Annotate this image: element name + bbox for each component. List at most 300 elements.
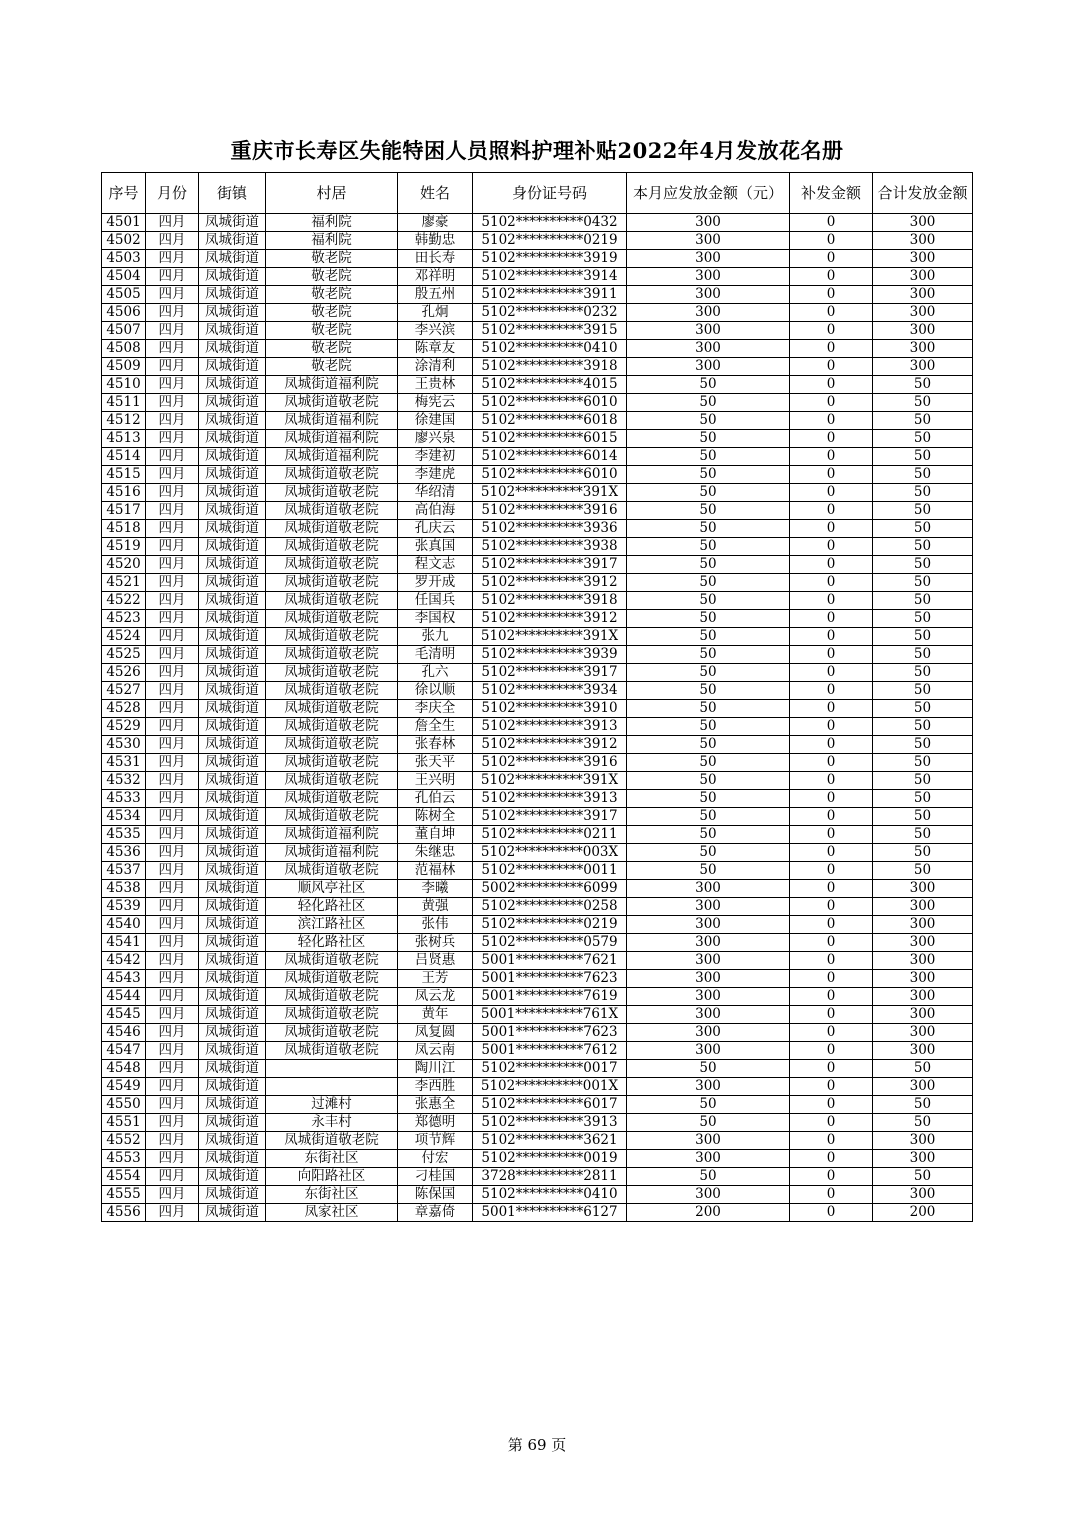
cell-serial: 4514 (102, 448, 146, 466)
table-row (102, 592, 973, 610)
cell-total: 200 (873, 1204, 973, 1222)
cell-serial: 4539 (102, 898, 146, 916)
cell-village (266, 1060, 398, 1078)
cell-street: 凤城街道 (199, 1150, 266, 1168)
cell-supplement: 0 (790, 466, 873, 484)
cell-id-number: 5001**********6127 (473, 1204, 627, 1222)
cell-name: 张伟 (398, 916, 473, 934)
cell-total: 50 (873, 628, 973, 646)
cell-street: 凤城街道 (199, 358, 266, 376)
cell-total: 300 (873, 214, 973, 232)
cell-id-number: 5102**********3917 (473, 556, 627, 574)
cell-street: 凤城街道 (199, 736, 266, 754)
roster-table (101, 172, 973, 1222)
cell-monthly-amount: 300 (627, 1006, 790, 1024)
cell-supplement: 0 (790, 790, 873, 808)
cell-supplement: 0 (790, 286, 873, 304)
cell-serial: 4508 (102, 340, 146, 358)
column-header-total: 合计发放金额 (873, 173, 973, 214)
cell-month: 四月 (146, 664, 199, 682)
cell-month: 四月 (146, 376, 199, 394)
column-header-serial: 序号 (102, 173, 146, 214)
cell-village: 凤城街道福利院 (266, 430, 398, 448)
cell-name: 黄年 (398, 1006, 473, 1024)
cell-name: 项节辉 (398, 1132, 473, 1150)
cell-village: 向阳路社区 (266, 1168, 398, 1186)
cell-total: 50 (873, 394, 973, 412)
cell-id-number: 5102**********3939 (473, 646, 627, 664)
cell-name: 张真国 (398, 538, 473, 556)
cell-street: 凤城街道 (199, 664, 266, 682)
table-row (102, 826, 973, 844)
cell-supplement: 0 (790, 250, 873, 268)
cell-serial: 4555 (102, 1186, 146, 1204)
table-row (102, 358, 973, 376)
cell-month: 四月 (146, 790, 199, 808)
cell-month: 四月 (146, 556, 199, 574)
cell-month: 四月 (146, 1114, 199, 1132)
cell-supplement: 0 (790, 646, 873, 664)
cell-id-number: 5102**********3934 (473, 682, 627, 700)
cell-supplement: 0 (790, 1042, 873, 1060)
cell-supplement: 0 (790, 1096, 873, 1114)
cell-name: 王芳 (398, 970, 473, 988)
cell-total: 300 (873, 934, 973, 952)
cell-monthly-amount: 200 (627, 1204, 790, 1222)
cell-supplement: 0 (790, 538, 873, 556)
cell-serial: 4544 (102, 988, 146, 1006)
cell-monthly-amount: 50 (627, 430, 790, 448)
cell-month: 四月 (146, 1006, 199, 1024)
cell-village: 轻化路社区 (266, 934, 398, 952)
cell-serial: 4504 (102, 268, 146, 286)
cell-serial: 4540 (102, 916, 146, 934)
cell-id-number: 5102**********3912 (473, 736, 627, 754)
table-row (102, 988, 973, 1006)
cell-id-number: 5102**********6014 (473, 448, 627, 466)
cell-monthly-amount: 300 (627, 322, 790, 340)
cell-street: 凤城街道 (199, 556, 266, 574)
cell-name: 李国权 (398, 610, 473, 628)
cell-street: 凤城街道 (199, 682, 266, 700)
cell-name: 程文志 (398, 556, 473, 574)
cell-village: 顺风亭社区 (266, 880, 398, 898)
cell-serial: 4529 (102, 718, 146, 736)
cell-supplement: 0 (790, 304, 873, 322)
column-header-monthly-amount: 本月应发放金额（元） (627, 173, 790, 214)
cell-supplement: 0 (790, 736, 873, 754)
cell-supplement: 0 (790, 754, 873, 772)
cell-street: 凤城街道 (199, 232, 266, 250)
cell-village: 滨江路社区 (266, 916, 398, 934)
cell-supplement: 0 (790, 448, 873, 466)
table-row (102, 1168, 973, 1186)
cell-id-number: 5102**********0219 (473, 232, 627, 250)
cell-serial: 4501 (102, 214, 146, 232)
cell-street: 凤城街道 (199, 268, 266, 286)
cell-name: 殷五州 (398, 286, 473, 304)
cell-supplement: 0 (790, 700, 873, 718)
cell-total: 300 (873, 880, 973, 898)
cell-village: 凤城街道福利院 (266, 412, 398, 430)
cell-supplement: 0 (790, 1186, 873, 1204)
cell-total: 50 (873, 1060, 973, 1078)
cell-month: 四月 (146, 1186, 199, 1204)
cell-monthly-amount: 50 (627, 826, 790, 844)
cell-month: 四月 (146, 988, 199, 1006)
cell-serial: 4556 (102, 1204, 146, 1222)
cell-id-number: 5102**********3917 (473, 664, 627, 682)
cell-total: 50 (873, 718, 973, 736)
cell-village: 凤城街道敬老院 (266, 664, 398, 682)
cell-id-number: 5102**********3916 (473, 502, 627, 520)
cell-total: 50 (873, 736, 973, 754)
cell-total: 300 (873, 232, 973, 250)
cell-monthly-amount: 50 (627, 808, 790, 826)
table-row (102, 574, 973, 592)
cell-total: 50 (873, 862, 973, 880)
table-header-row (102, 173, 973, 214)
cell-supplement: 0 (790, 412, 873, 430)
cell-village: 敬老院 (266, 340, 398, 358)
cell-village: 凤城街道敬老院 (266, 1132, 398, 1150)
cell-id-number: 5102**********3621 (473, 1132, 627, 1150)
cell-id-number: 5102**********6010 (473, 466, 627, 484)
cell-total: 50 (873, 808, 973, 826)
cell-id-number: 5102**********0211 (473, 826, 627, 844)
cell-total: 50 (873, 1114, 973, 1132)
table-row (102, 718, 973, 736)
cell-street: 凤城街道 (199, 430, 266, 448)
cell-serial: 4511 (102, 394, 146, 412)
cell-month: 四月 (146, 574, 199, 592)
cell-id-number: 5102**********3912 (473, 610, 627, 628)
cell-serial: 4524 (102, 628, 146, 646)
cell-id-number: 5102**********0019 (473, 1150, 627, 1168)
cell-serial: 4535 (102, 826, 146, 844)
cell-supplement: 0 (790, 340, 873, 358)
cell-id-number: 5102**********001X (473, 1078, 627, 1096)
cell-id-number: 5102**********0258 (473, 898, 627, 916)
cell-village: 凤城街道敬老院 (266, 1024, 398, 1042)
cell-month: 四月 (146, 736, 199, 754)
cell-street: 凤城街道 (199, 394, 266, 412)
cell-street: 凤城街道 (199, 790, 266, 808)
cell-total: 300 (873, 250, 973, 268)
cell-village: 凤城街道敬老院 (266, 538, 398, 556)
cell-id-number: 5102**********3917 (473, 808, 627, 826)
cell-village: 敬老院 (266, 322, 398, 340)
cell-monthly-amount: 300 (627, 1042, 790, 1060)
cell-monthly-amount: 50 (627, 790, 790, 808)
column-header-street: 街镇 (199, 173, 266, 214)
cell-village: 轻化路社区 (266, 898, 398, 916)
cell-street: 凤城街道 (199, 772, 266, 790)
cell-supplement: 0 (790, 916, 873, 934)
cell-village: 凤城街道敬老院 (266, 628, 398, 646)
cell-serial: 4538 (102, 880, 146, 898)
cell-supplement: 0 (790, 1078, 873, 1096)
table-row (102, 844, 973, 862)
cell-id-number: 5102**********3912 (473, 574, 627, 592)
cell-supplement: 0 (790, 358, 873, 376)
table-row (102, 628, 973, 646)
cell-supplement: 0 (790, 1060, 873, 1078)
cell-serial: 4546 (102, 1024, 146, 1042)
cell-name: 刁桂国 (398, 1168, 473, 1186)
cell-month: 四月 (146, 268, 199, 286)
table-row (102, 412, 973, 430)
cell-monthly-amount: 300 (627, 358, 790, 376)
cell-serial: 4536 (102, 844, 146, 862)
cell-street: 凤城街道 (199, 988, 266, 1006)
cell-village: 凤城街道敬老院 (266, 646, 398, 664)
table-row (102, 520, 973, 538)
cell-street: 凤城街道 (199, 376, 266, 394)
cell-monthly-amount: 50 (627, 592, 790, 610)
table-row (102, 430, 973, 448)
cell-id-number: 5102**********3914 (473, 268, 627, 286)
cell-serial: 4525 (102, 646, 146, 664)
cell-monthly-amount: 300 (627, 934, 790, 952)
cell-monthly-amount: 50 (627, 538, 790, 556)
cell-village: 凤城街道敬老院 (266, 790, 398, 808)
table-row (102, 556, 973, 574)
cell-serial: 4505 (102, 286, 146, 304)
cell-serial: 4510 (102, 376, 146, 394)
cell-id-number: 5102**********3938 (473, 538, 627, 556)
cell-serial: 4554 (102, 1168, 146, 1186)
cell-serial: 4549 (102, 1078, 146, 1096)
cell-village: 凤家社区 (266, 1204, 398, 1222)
cell-street: 凤城街道 (199, 898, 266, 916)
cell-supplement: 0 (790, 268, 873, 286)
table-row (102, 1006, 973, 1024)
cell-serial: 4522 (102, 592, 146, 610)
cell-street: 凤城街道 (199, 808, 266, 826)
cell-supplement: 0 (790, 214, 873, 232)
table-row (102, 808, 973, 826)
cell-total: 50 (873, 484, 973, 502)
cell-monthly-amount: 300 (627, 970, 790, 988)
cell-monthly-amount: 300 (627, 286, 790, 304)
cell-street: 凤城街道 (199, 1186, 266, 1204)
table-row (102, 970, 973, 988)
cell-village: 凤城街道敬老院 (266, 862, 398, 880)
cell-month: 四月 (146, 502, 199, 520)
cell-street: 凤城街道 (199, 484, 266, 502)
cell-month: 四月 (146, 484, 199, 502)
cell-serial: 4518 (102, 520, 146, 538)
cell-name: 廖兴泉 (398, 430, 473, 448)
cell-month: 四月 (146, 1132, 199, 1150)
cell-name: 付宏 (398, 1150, 473, 1168)
cell-month: 四月 (146, 412, 199, 430)
page-number: 第 69 页 (507, 1436, 567, 1454)
cell-serial: 4530 (102, 736, 146, 754)
cell-id-number: 5102**********3913 (473, 718, 627, 736)
table-row (102, 538, 973, 556)
cell-monthly-amount: 300 (627, 232, 790, 250)
cell-serial: 4516 (102, 484, 146, 502)
cell-total: 300 (873, 952, 973, 970)
cell-monthly-amount: 300 (627, 880, 790, 898)
table-row (102, 1204, 973, 1222)
cell-village: 凤城街道敬老院 (266, 1042, 398, 1060)
cell-street: 凤城街道 (199, 1096, 266, 1114)
cell-month: 四月 (146, 520, 199, 538)
cell-serial: 4542 (102, 952, 146, 970)
cell-month: 四月 (146, 718, 199, 736)
cell-supplement: 0 (790, 772, 873, 790)
cell-name: 李西胜 (398, 1078, 473, 1096)
cell-supplement: 0 (790, 862, 873, 880)
cell-village: 凤城街道敬老院 (266, 610, 398, 628)
cell-village: 永丰村 (266, 1114, 398, 1132)
cell-monthly-amount: 50 (627, 448, 790, 466)
cell-total: 300 (873, 322, 973, 340)
cell-month: 四月 (146, 1078, 199, 1096)
cell-name: 张惠全 (398, 1096, 473, 1114)
cell-total: 300 (873, 916, 973, 934)
cell-name: 郑德明 (398, 1114, 473, 1132)
cell-monthly-amount: 50 (627, 394, 790, 412)
cell-month: 四月 (146, 682, 199, 700)
cell-monthly-amount: 50 (627, 520, 790, 538)
cell-street: 凤城街道 (199, 1114, 266, 1132)
cell-month: 四月 (146, 898, 199, 916)
cell-village: 凤城街道敬老院 (266, 520, 398, 538)
cell-supplement: 0 (790, 934, 873, 952)
cell-monthly-amount: 50 (627, 484, 790, 502)
cell-name: 涂清利 (398, 358, 473, 376)
cell-serial: 4507 (102, 322, 146, 340)
cell-monthly-amount: 50 (627, 1060, 790, 1078)
cell-total: 50 (873, 664, 973, 682)
cell-street: 凤城街道 (199, 1042, 266, 1060)
cell-street: 凤城街道 (199, 448, 266, 466)
cell-supplement: 0 (790, 322, 873, 340)
cell-street: 凤城街道 (199, 286, 266, 304)
cell-supplement: 0 (790, 232, 873, 250)
cell-month: 四月 (146, 340, 199, 358)
cell-street: 凤城街道 (199, 214, 266, 232)
cell-supplement: 0 (790, 556, 873, 574)
cell-serial: 4541 (102, 934, 146, 952)
table-row (102, 790, 973, 808)
cell-total: 50 (873, 520, 973, 538)
cell-name: 凤云南 (398, 1042, 473, 1060)
cell-street: 凤城街道 (199, 592, 266, 610)
table-row (102, 682, 973, 700)
cell-month: 四月 (146, 394, 199, 412)
cell-id-number: 5102**********6015 (473, 430, 627, 448)
cell-id-number: 5102**********3913 (473, 1114, 627, 1132)
cell-monthly-amount: 50 (627, 862, 790, 880)
table-row (102, 1114, 973, 1132)
cell-monthly-amount: 300 (627, 268, 790, 286)
cell-total: 300 (873, 286, 973, 304)
cell-id-number: 5102**********003X (473, 844, 627, 862)
cell-month: 四月 (146, 880, 199, 898)
cell-street: 凤城街道 (199, 1168, 266, 1186)
table-row (102, 466, 973, 484)
table-row (102, 484, 973, 502)
cell-village: 凤城街道敬老院 (266, 808, 398, 826)
cell-total: 300 (873, 1150, 973, 1168)
cell-street: 凤城街道 (199, 1024, 266, 1042)
table-row (102, 880, 973, 898)
table-row (102, 340, 973, 358)
cell-name: 陶川江 (398, 1060, 473, 1078)
cell-supplement: 0 (790, 808, 873, 826)
table-row (102, 862, 973, 880)
cell-street: 凤城街道 (199, 934, 266, 952)
cell-name: 李庆全 (398, 700, 473, 718)
cell-street: 凤城街道 (199, 610, 266, 628)
cell-village: 凤城街道敬老院 (266, 988, 398, 1006)
cell-serial: 4526 (102, 664, 146, 682)
table-row (102, 934, 973, 952)
cell-village: 凤城街道敬老院 (266, 754, 398, 772)
cell-name: 孔伯云 (398, 790, 473, 808)
cell-village: 敬老院 (266, 286, 398, 304)
cell-id-number: 5102**********391X (473, 628, 627, 646)
table-row (102, 286, 973, 304)
cell-monthly-amount: 50 (627, 754, 790, 772)
cell-total: 300 (873, 1078, 973, 1096)
cell-id-number: 5102**********391X (473, 484, 627, 502)
cell-id-number: 5102**********0011 (473, 862, 627, 880)
cell-monthly-amount: 50 (627, 1168, 790, 1186)
table-row (102, 772, 973, 790)
cell-street: 凤城街道 (199, 574, 266, 592)
cell-total: 50 (873, 790, 973, 808)
cell-id-number: 5102**********4015 (473, 376, 627, 394)
cell-village: 凤城街道敬老院 (266, 736, 398, 754)
cell-supplement: 0 (790, 1024, 873, 1042)
table-row (102, 376, 973, 394)
cell-month: 四月 (146, 862, 199, 880)
cell-supplement: 0 (790, 664, 873, 682)
cell-monthly-amount: 300 (627, 214, 790, 232)
cell-id-number: 5102**********0410 (473, 1186, 627, 1204)
column-header-supplement: 补发金额 (790, 173, 873, 214)
table-row (102, 322, 973, 340)
cell-monthly-amount: 50 (627, 682, 790, 700)
cell-name: 李建初 (398, 448, 473, 466)
cell-id-number: 5102**********3911 (473, 286, 627, 304)
cell-month: 四月 (146, 538, 199, 556)
cell-total: 50 (873, 538, 973, 556)
cell-village: 凤城街道敬老院 (266, 466, 398, 484)
cell-serial: 4502 (102, 232, 146, 250)
cell-month: 四月 (146, 1060, 199, 1078)
cell-village: 凤城街道敬老院 (266, 1006, 398, 1024)
cell-month: 四月 (146, 772, 199, 790)
cell-id-number: 5001**********761X (473, 1006, 627, 1024)
cell-village: 福利院 (266, 214, 398, 232)
cell-name: 罗开成 (398, 574, 473, 592)
table-row (102, 304, 973, 322)
cell-total: 300 (873, 898, 973, 916)
cell-village: 东街社区 (266, 1150, 398, 1168)
table-row (102, 448, 973, 466)
cell-name: 吕贤惠 (398, 952, 473, 970)
cell-village: 凤城街道敬老院 (266, 700, 398, 718)
cell-serial: 4550 (102, 1096, 146, 1114)
cell-supplement: 0 (790, 898, 873, 916)
